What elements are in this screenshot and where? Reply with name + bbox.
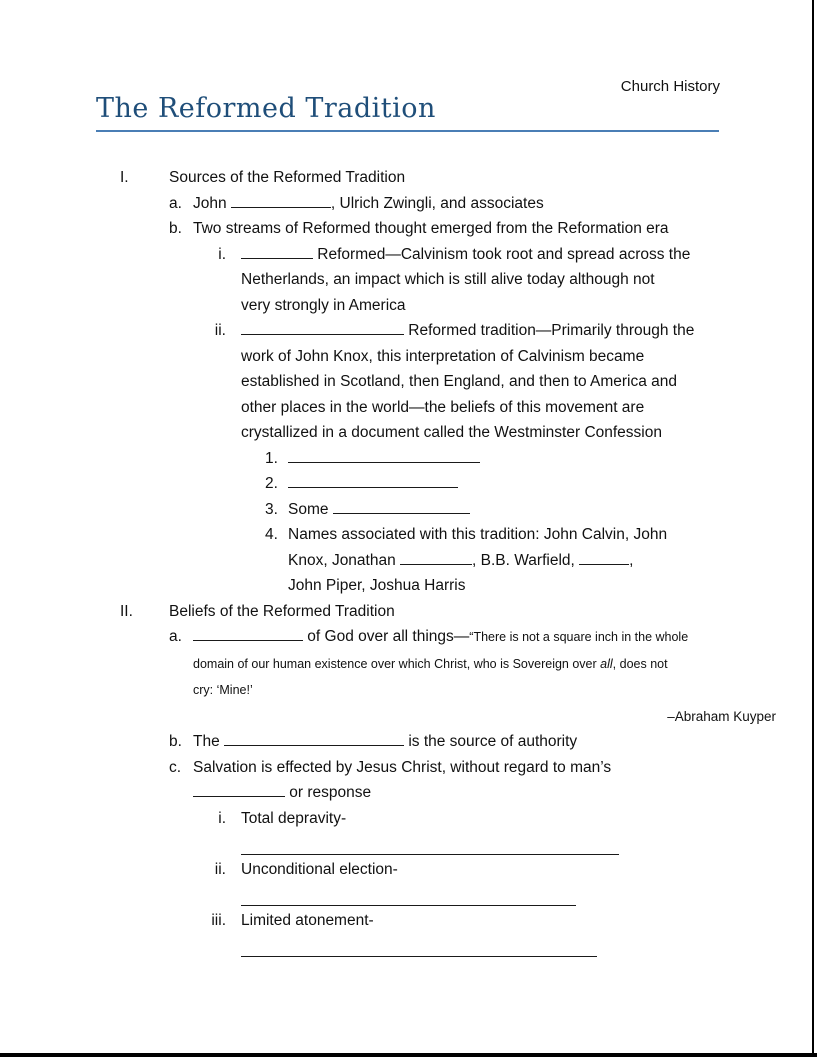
list-label: a. [169, 194, 182, 212]
outline-text: John [193, 194, 231, 212]
outline-row [96, 755, 811, 781]
outline-text: very strongly in America [241, 296, 406, 314]
outline-text: Knox, Jonathan [288, 551, 401, 569]
outline-row [96, 651, 811, 678]
list-label: 3. [265, 500, 278, 518]
outline-row [96, 599, 811, 625]
list-label: i. [218, 245, 226, 263]
outline-row [96, 191, 811, 217]
fill-in-blank [288, 473, 458, 488]
list-label: iii. [211, 911, 226, 929]
page-edge-bottom [0, 1053, 817, 1057]
list-label: b. [169, 733, 182, 750]
outline-text: Salvation is effected by Jesus Christ, without regard to man’s [193, 758, 612, 776]
fill-in-blank [400, 550, 472, 565]
outline-text: all [600, 656, 613, 671]
fill-in-blank [224, 731, 404, 746]
page-title: The Reformed Tradition [96, 93, 436, 124]
outline-text: Sources of the Reformed Tradition [169, 169, 406, 186]
outline-row [96, 216, 811, 242]
outline-row [96, 165, 811, 191]
outline-text: is the source of authority [404, 733, 578, 750]
outline-row [96, 267, 811, 293]
outline-text: The [193, 733, 225, 750]
list-label: 2. [265, 475, 278, 492]
header-course-label: Church History [620, 78, 720, 95]
fill-in-blank [241, 942, 597, 957]
outline-row [96, 395, 811, 421]
fill-in-blank [241, 840, 619, 855]
list-label: ii. [214, 322, 226, 339]
outline-row [96, 420, 811, 446]
outline-row [96, 446, 811, 472]
outline-text: work of John Knox, this interpretation of Calvinism became [241, 347, 645, 365]
fill-in-blank [193, 626, 303, 641]
outline-row [96, 471, 811, 497]
outline-text: domain of our human existence over which Christ, who is Sovereign over [193, 656, 601, 671]
outline-text: Total depravity- [241, 809, 347, 827]
outline-row [96, 522, 811, 548]
outline-text: , [629, 551, 634, 569]
outline-text: Reformed tradition—Primarily through the [404, 322, 695, 339]
fill-in-blank [241, 891, 576, 906]
outline-text: , Ulrich Zwingli, and associates [330, 194, 544, 212]
fill-in-blank [193, 782, 285, 797]
outline-body [96, 165, 811, 959]
outline-row [96, 806, 811, 832]
list-label: 4. [265, 526, 278, 543]
outline-text: Names associated with this tradition: John Calvin, John [288, 526, 668, 543]
page-edge-right [812, 0, 814, 1057]
outline-row [96, 242, 811, 268]
outline-text: of God over all things— [303, 628, 470, 645]
outline-row [96, 344, 811, 370]
outline-row [96, 624, 811, 651]
outline-row [96, 908, 811, 934]
fill-in-blank [241, 244, 313, 259]
outline-text: “There is not a square inch in the whole [469, 630, 689, 644]
outline-text: –Abraham Kuyper [667, 708, 776, 724]
outline-text: John Piper, Joshua Harris [288, 577, 466, 594]
outline-row [96, 548, 811, 574]
outline-text: , B.B. Warfield, [472, 551, 580, 569]
outline-text: Netherlands, an impact which is still alive today although not [241, 271, 655, 288]
outline-text: other places in the world—the beliefs of this movement are [241, 398, 645, 416]
outline-text: crystallized in a document called the Westminster Confession [241, 424, 662, 441]
outline-text: cry: ‘Mine!’ [193, 683, 253, 697]
outline-row [96, 780, 811, 806]
outline-row [96, 497, 811, 523]
outline-row [96, 677, 811, 704]
list-label: ii. [214, 860, 226, 878]
fill-in-blank [333, 499, 470, 514]
outline-row [96, 573, 811, 599]
outline-text: or response [285, 784, 372, 801]
fill-in-blank [231, 193, 331, 208]
outline-text: Limited atonement- [241, 911, 374, 929]
outline-text: Beliefs of the Reformed Tradition [169, 602, 395, 620]
outline-row [96, 940, 811, 966]
outline-row [96, 318, 811, 344]
list-label: I. [120, 169, 129, 186]
list-label: II. [120, 602, 133, 620]
outline-text: Two streams of Reformed thought emerged from the Reformation era [193, 220, 669, 237]
outline-row [96, 857, 811, 883]
title-underline-rule [96, 130, 719, 132]
outline-row [96, 369, 811, 395]
list-label: 1. [265, 449, 278, 467]
list-label: c. [169, 758, 182, 776]
fill-in-blank [579, 550, 629, 565]
outline-text: , does not [612, 656, 668, 671]
outline-row [96, 293, 811, 319]
outline-row [96, 704, 811, 730]
fill-in-blank [241, 320, 404, 335]
fill-in-blank [288, 448, 480, 463]
outline-text: Unconditional election- [241, 860, 398, 878]
outline-row [96, 729, 811, 755]
outline-text: established in Scotland, then England, and then to America and [241, 373, 678, 390]
outline-text: Reformed—Calvinism took root and spread across the [313, 245, 691, 263]
list-label: i. [218, 809, 226, 827]
outline-text: Some [288, 500, 333, 518]
list-label: a. [169, 628, 182, 645]
list-label: b. [169, 220, 182, 237]
